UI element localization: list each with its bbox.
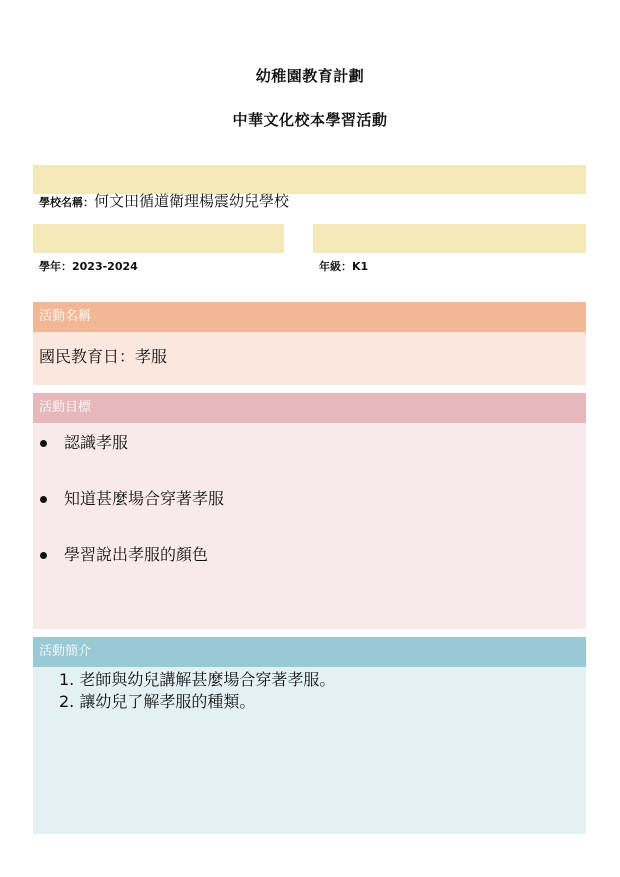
list-item xyxy=(33,489,586,545)
school-field xyxy=(39,190,289,211)
document-subtitle: 中華文化校本學習活動 xyxy=(232,111,388,129)
objective-text: 知道甚麼場合穿著孝服 xyxy=(64,489,225,508)
objectives-heading: 活動目標 xyxy=(33,393,586,423)
objectives-list xyxy=(33,423,586,629)
document-title: 幼稚園教育計劃 xyxy=(255,67,365,85)
list-item: 2. 讓幼兒了解孝服的種類。 xyxy=(59,692,256,711)
bullet-icon xyxy=(40,552,47,559)
grade-field xyxy=(319,258,368,274)
introduction-heading: 活動簡介 xyxy=(33,637,586,667)
objective-text: 認識孝服 xyxy=(64,433,129,452)
list-item: 1. 老師與幼兒講解甚麼場合穿著孝服。 xyxy=(59,670,336,689)
school-label: 學校名稱： xyxy=(39,196,94,209)
grade-value: K1 xyxy=(352,260,369,273)
bullet-icon xyxy=(40,440,47,447)
objective-text: 學習說出孝服的顏色 xyxy=(64,545,209,564)
activity-name-section xyxy=(33,302,586,385)
list-item xyxy=(33,545,586,601)
introduction-list xyxy=(33,667,586,834)
activity-name-value: 國民教育日：孝服 xyxy=(33,332,586,385)
introduction-section xyxy=(33,637,586,834)
school-name: 何文田循道衛理楊震幼兒學校 xyxy=(94,192,290,210)
year-field-box xyxy=(33,224,284,253)
objectives-section xyxy=(33,393,586,629)
activity-name-heading: 活動名稱 xyxy=(33,302,586,332)
year-value: 2023-2024 xyxy=(72,260,138,273)
year-field xyxy=(39,258,138,274)
grade-label: 年級： xyxy=(319,260,352,273)
bullet-icon xyxy=(40,496,47,503)
grade-field-box xyxy=(313,224,586,253)
year-label: 學年： xyxy=(39,260,72,273)
list-item xyxy=(33,433,586,489)
